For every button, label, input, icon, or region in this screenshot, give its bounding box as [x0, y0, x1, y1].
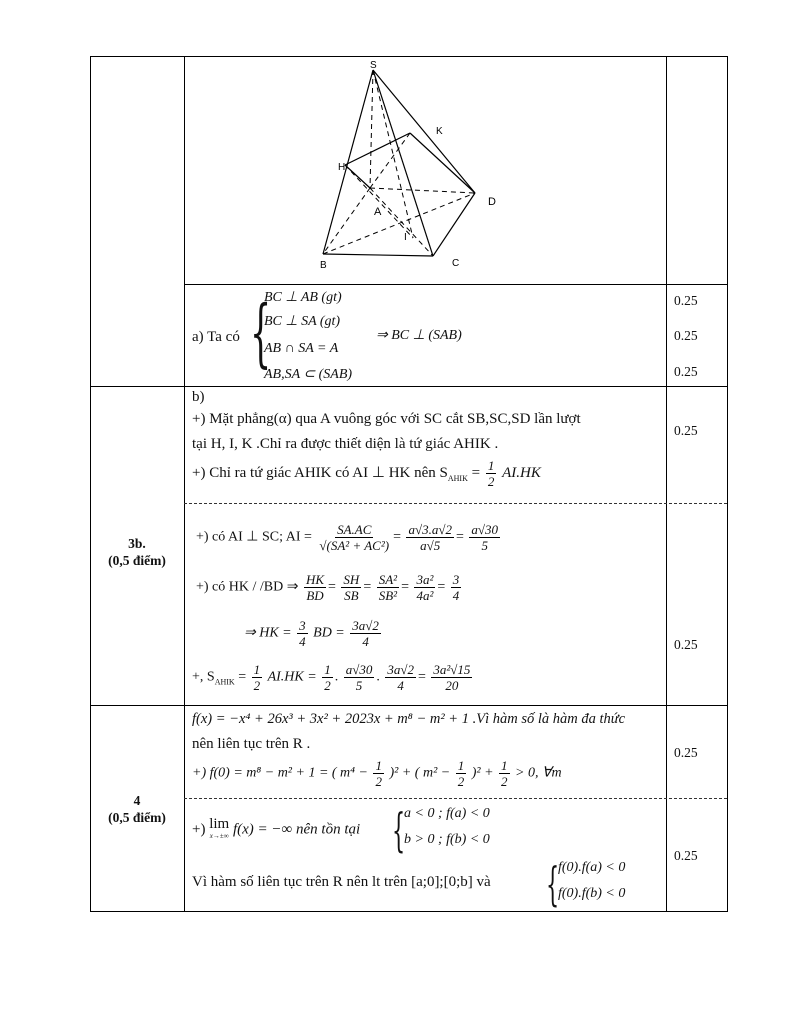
fraction: $\frac{1}{2}$	[487, 458, 495, 489]
fraction: $\frac{a√30}{5}$	[471, 522, 499, 553]
b-label: b)	[192, 389, 205, 405]
b-line3-eq: =	[471, 464, 481, 481]
b-line3-pre: +) Chỉ ra tứ giác AHIK có AI ⊥ HK nên S	[192, 464, 448, 481]
section-points: (0,5 điểm)	[108, 810, 166, 825]
s4-line1: f(x) = −x⁴ + 26x³ + 3x² + 2023x + m⁸ − m² + 1 .Vì hàm số là hàm đa thức	[192, 711, 626, 727]
column-border	[727, 56, 728, 912]
system-brace: {	[250, 290, 272, 376]
limit: lim x→±∞	[209, 816, 230, 840]
column-border	[184, 56, 185, 912]
row-divider	[90, 705, 728, 706]
s4-line2: nên liên tục trên R .	[192, 736, 311, 752]
fraction: $\frac{1}{2}$	[457, 758, 465, 789]
fraction: $\frac{3}{4}$	[452, 572, 460, 603]
row-a-intro: a) Ta có	[192, 329, 240, 345]
calc-line: +) có HK / /BD ⇒ $\frac{HK}{BD}$ = $\frac{SH}{SB}$ = $\frac{\text{SA²}}{\text{SB²}}$ = $\frac{\text{3a²}}{\text{4a²}}$ = $\frac{3}{4}$	[196, 572, 460, 603]
s4-line5: Vì hàm số liên tục trên R nên lt trên [a;0];[0;b] và	[192, 874, 491, 890]
system-line: AB ∩ SA = A	[264, 341, 339, 356]
system-line: f(0).f(a) < 0	[558, 860, 626, 875]
fraction: $\frac{SA.AC}{\text{√(SA² + AC²)}}$	[319, 522, 390, 553]
table-bottom-border	[90, 911, 728, 912]
fraction: $\frac{\text{SA²}}{\text{SB²}}$	[378, 572, 398, 603]
fraction: $\frac{1}{2}$	[375, 758, 382, 789]
fraction: $\frac{1}{2}$	[501, 758, 508, 789]
system-brace: {	[392, 803, 406, 857]
label-h: H	[338, 162, 346, 173]
label-i: I	[404, 232, 407, 243]
fraction: $\frac{HK}{BD}$	[305, 572, 325, 603]
label-c: C	[452, 258, 460, 269]
calc-line: ⇒ HK = $\frac{3}{4}$ BD = $\frac{3a√2}{4}$	[244, 618, 379, 649]
system-brace: {	[546, 857, 560, 911]
fraction: $\frac{3}{4}$	[299, 618, 306, 649]
label-s: S	[370, 60, 377, 71]
score: 0.25	[674, 745, 698, 760]
score: 0.25	[674, 293, 698, 308]
label-b: B	[320, 260, 327, 270]
fraction: $\frac{3a√2}{4}$	[387, 662, 414, 693]
b-line: +) Mặt phẳng(α) qua A vuông góc với SC cắt SB,SC,SD lần lượt	[192, 411, 581, 427]
calc-line: +, $S_{AHIK}$ = $\frac{1}{2}$ AI.HK = $\frac{1}{2}$ . $\frac{a√30}{5}$ . $\frac{3a√2}{4}$ = $\frac{\text{3a²√15}}{20}$	[192, 662, 471, 693]
column-border	[666, 56, 667, 912]
calc-line: +) có AI ⊥ SC; AI = $\frac{SA.AC}{\text{√(SA² + AC²)}}$ = $\frac{a√3.a√2}{a√5}$ = $\frac{a√30}{5}$	[196, 522, 499, 553]
system-line: a < 0 ; f(a) < 0	[404, 806, 490, 821]
fraction: $\frac{\text{3a²√15}}{20}$	[433, 662, 471, 693]
system-line: b > 0 ; f(b) < 0	[404, 832, 490, 847]
b-line	[192, 458, 541, 489]
b-line3-post: AI.HK	[502, 464, 541, 481]
b-line3-sub: AHIK	[447, 473, 468, 483]
fraction: $\frac{a√3.a√2}{a√5}$	[408, 522, 453, 553]
row-divider	[90, 386, 728, 387]
label-d: D	[488, 196, 496, 208]
system-line: BC ⊥ AB (gt)	[264, 290, 342, 305]
section-title: 3b.	[128, 536, 146, 551]
system-line: BC ⊥ SA (gt)	[264, 314, 341, 329]
score: 0.25	[674, 637, 698, 652]
s4-line4: +) lim x→±∞ f(x) = −∞ nên tồn tại	[192, 816, 361, 840]
table-top-border	[90, 56, 728, 57]
fraction: $\frac{1}{2}$	[324, 662, 331, 693]
dashed-divider	[184, 503, 727, 504]
score: 0.25	[674, 848, 698, 863]
s4-line3: +) f(0) = m⁸ − m² + 1 = ( m⁴ − $\frac{1}{2}$ )² + ( m² − $\frac{1}{2}$ )² + $\frac{1}{2}$ > 0, ∀m	[192, 758, 562, 789]
score: 0.25	[674, 328, 698, 343]
b-line: tại H, I, K .Chỉ ra được thiết diện là tứ giác AHIK .	[192, 436, 499, 452]
fraction: $\frac{\text{3a²}}{\text{4a²}}$	[416, 572, 434, 603]
score: 0.25	[674, 364, 698, 379]
conclusion: ⇒ BC ⊥ (SAB)	[376, 328, 462, 343]
pyramid-figure	[300, 60, 520, 270]
fraction: $\frac{a√30}{5}$	[345, 662, 373, 693]
fraction: $\frac{1}{2}$	[253, 662, 261, 693]
section-title: 4	[133, 793, 141, 808]
section-points: (0,5 điểm)	[108, 553, 166, 568]
system-line: AB,SA ⊂ (SAB)	[264, 367, 353, 382]
label-a: A	[374, 206, 382, 218]
label-k: K	[436, 126, 443, 137]
system-line: f(0).f(b) < 0	[558, 886, 626, 901]
fraction: $\frac{3a√2}{4}$	[352, 618, 379, 649]
fraction: $\frac{SH}{SB}$	[343, 572, 360, 603]
dashed-divider	[184, 798, 727, 799]
score: 0.25	[674, 423, 698, 438]
column-border	[90, 56, 91, 912]
